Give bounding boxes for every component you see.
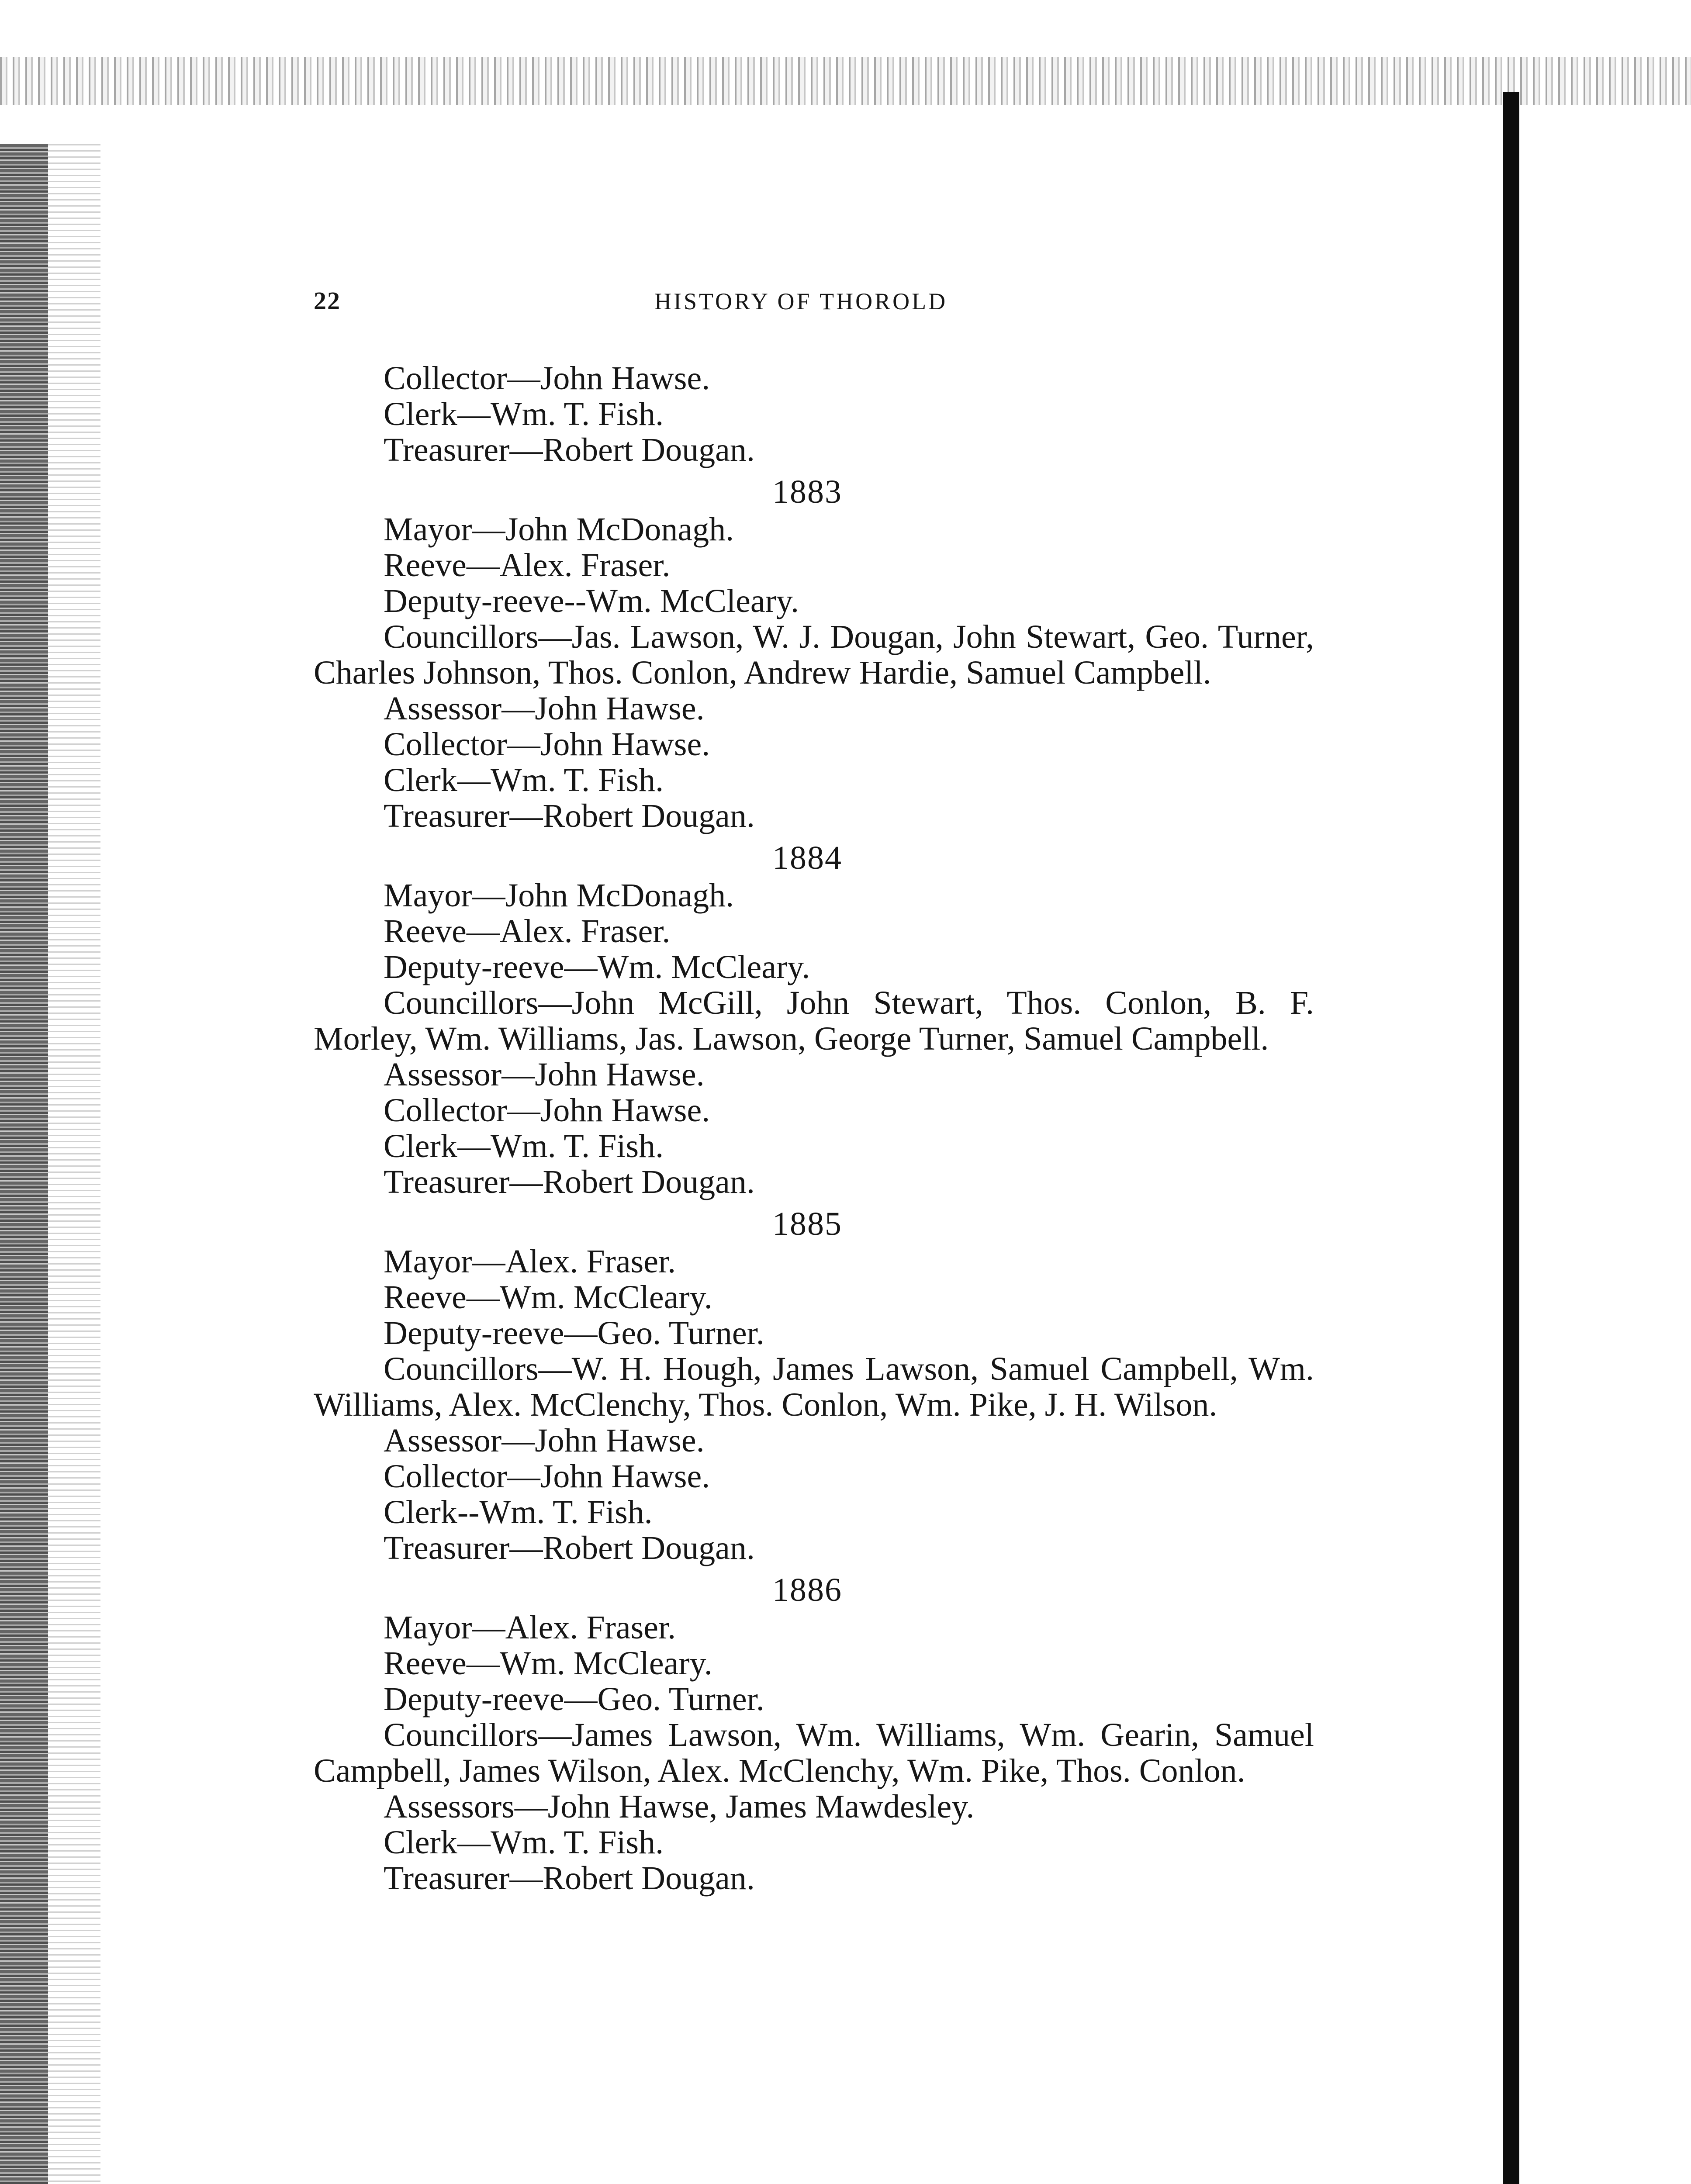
councillors-paragraph: Councillors—James Lawson, Wm. Williams, Wm. Gearin, Samuel Campbell, James Wilson, Alex. McClenchy, Wm. Pike, Thos. Conlon. xyxy=(314,1717,1314,1789)
running-title: HISTORY OF THOROLD xyxy=(654,288,948,314)
page-body-text xyxy=(314,360,1314,1896)
year-heading: 1883 xyxy=(772,473,842,510)
running-head xyxy=(314,286,1056,321)
year-heading: 1886 xyxy=(772,1572,842,1608)
text-line: Clerk--Wm. T. Fish. xyxy=(384,1494,653,1531)
year-heading: 1885 xyxy=(772,1206,842,1242)
text-line: Assessor—John Hawse. xyxy=(384,1056,705,1093)
text-line: Deputy-reeve—Wm. McCleary. xyxy=(384,949,810,985)
text-line: Collector—John Hawse. xyxy=(384,360,710,397)
text-line: Reeve—Alex. Fraser. xyxy=(384,547,671,584)
text-line: Reeve—Wm. McCleary. xyxy=(384,1279,712,1316)
text-line: Collector—John Hawse. xyxy=(384,1458,710,1495)
text-line: Clerk—Wm. T. Fish. xyxy=(384,396,664,432)
scan-left-noise xyxy=(48,144,100,2184)
page-number: 22 xyxy=(314,287,341,315)
text-line: Treasurer—Robert Dougan. xyxy=(384,1860,755,1897)
text-line: Deputy-reeve--Wm. McCleary. xyxy=(384,583,799,619)
text-line: Mayor—Alex. Fraser. xyxy=(384,1243,676,1280)
text-line: Treasurer—Robert Dougan. xyxy=(384,798,755,834)
councillors-paragraph: Councillors—Jas. Lawson, W. J. Dougan, John Stewart, Geo. Turner, Charles Johnson, Thos. Conlon, Andrew Hardie, Samuel Campbell. xyxy=(314,619,1314,691)
text-line: Clerk—Wm. T. Fish. xyxy=(384,1824,664,1861)
text-line: Assessor—John Hawse. xyxy=(384,1422,705,1459)
text-line: Clerk—Wm. T. Fish. xyxy=(384,1128,664,1165)
year-heading: 1884 xyxy=(772,840,842,876)
text-line: Mayor—Alex. Fraser. xyxy=(384,1609,676,1646)
councillors-paragraph: Councillors—W. H. Hough, James Lawson, Samuel Campbell, Wm. Williams, Alex. McClenchy, Thos. Conlon, Wm. Pike, J. H. Wilson. xyxy=(314,1351,1314,1423)
text-line: Assessors—John Hawse, James Mawdesley. xyxy=(384,1788,975,1825)
text-line: Mayor—John McDonagh. xyxy=(384,877,734,914)
councillors-paragraph: Councillors—John McGill, John Stewart, Thos. Conlon, B. F. Morley, Wm. Williams, Jas. Lawson, George Turner, Samuel Campbell. xyxy=(314,985,1314,1057)
text-line: Collector—John Hawse. xyxy=(384,726,710,763)
text-line: Assessor—John Hawse. xyxy=(384,690,705,727)
text-line: Reeve—Wm. McCleary. xyxy=(384,1645,712,1682)
text-line: Deputy-reeve—Geo. Turner. xyxy=(384,1315,764,1351)
text-line: Treasurer—Robert Dougan. xyxy=(384,1164,755,1200)
text-line: Mayor—John McDonagh. xyxy=(384,511,734,548)
scan-left-binding-edge xyxy=(0,144,48,2184)
scan-top-noise xyxy=(0,57,1691,105)
text-line: Collector—John Hawse. xyxy=(384,1092,710,1129)
text-line: Reeve—Alex. Fraser. xyxy=(384,913,671,950)
text-line: Treasurer—Robert Dougan. xyxy=(384,1530,755,1566)
text-line: Clerk—Wm. T. Fish. xyxy=(384,762,664,798)
text-line: Deputy-reeve—Geo. Turner. xyxy=(384,1681,764,1717)
scan-right-edge-rule xyxy=(1503,92,1519,2184)
text-line: Treasurer—Robert Dougan. xyxy=(384,432,755,468)
